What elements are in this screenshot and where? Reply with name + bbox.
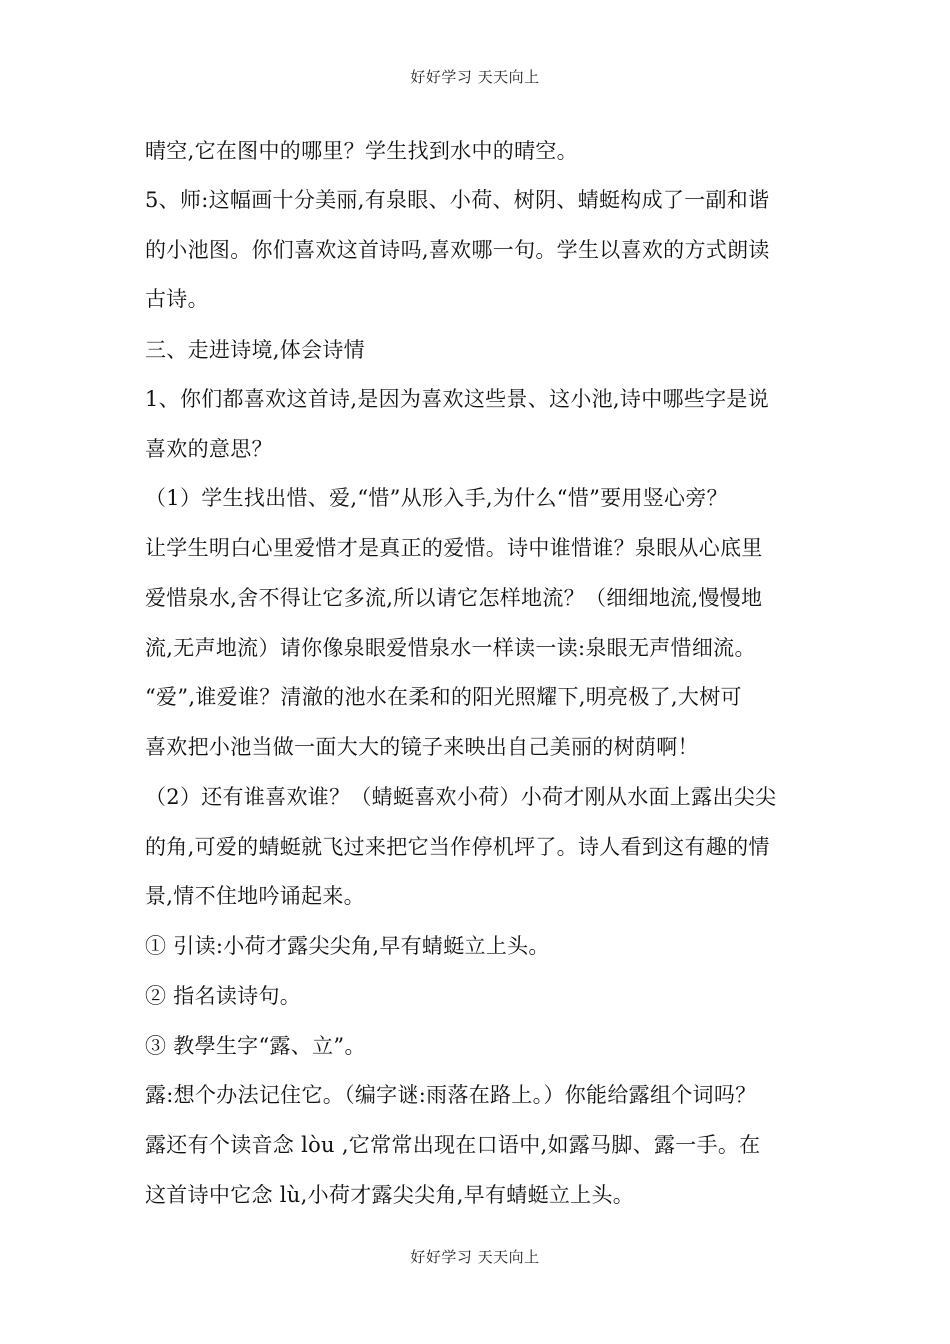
- text-line: 晴空,它在图中的哪里？学生找到水中的晴空。: [145, 139, 578, 163]
- text-line: “爱”,谁爱谁？清澈的池水在柔和的阳光照耀下,明亮极了,大树可: [145, 685, 742, 709]
- list-item: ③ 教學生字“露、立”。: [145, 1034, 366, 1058]
- text-line: 喜欢的意思？: [145, 437, 273, 461]
- text-line: 1、你们都喜欢这首诗,是因为喜欢这些景、这小池,诗中哪些字是说: [145, 387, 770, 411]
- text-line: 露还有个读音念 lòu ,它常常出现在口语中,如露马脚、露一手。在: [145, 1133, 761, 1157]
- text-line: 的小池图。你们喜欢这首诗吗,喜欢哪一句。学生以喜欢的方式朗读: [145, 238, 770, 262]
- section-heading: 三、走进诗境,体会诗情: [145, 338, 365, 362]
- text-line: （2）还有谁喜欢谁？（蜻蜓喜欢小荷）小荷才刚从水面上露出尖尖: [145, 785, 777, 809]
- text-line: 流,无声地流）请你像泉眼爱惜泉水一样读一读:泉眼无声惜细流。: [145, 636, 756, 660]
- text-line: 古诗。: [145, 287, 209, 311]
- list-item: ① 引读:小荷才露尖尖角,早有蜻蜓立上头。: [145, 934, 550, 958]
- text-line: 5、师:这幅画十分美丽,有泉眼、小荷、树阴、蜻蜓构成了一副和谐: [145, 188, 770, 212]
- text-line: 景,情不住地吟诵起来。: [145, 884, 365, 908]
- text-line: 的角,可爱的蜻蜓就飞过来把它当作停机坪了。诗人看到这有趣的情: [145, 835, 770, 859]
- text-line: 爱惜泉水,舍不得让它多流,所以请它怎样地流？（细细地流,慢慢地: [145, 586, 763, 610]
- page-footer: 好好学习 天天向上: [410, 1248, 540, 1266]
- text-line: 喜欢把小池当做一面大大的镜子来映出自己美丽的树荫啊！: [145, 735, 699, 759]
- text-line: 让学生明白心里爱惜才是真正的爱惜。诗中谁惜谁？泉眼从心底里: [145, 536, 763, 560]
- text-line: 露:想个办法记住它。（编字谜:雨落在路上。）你能给露组个词吗？: [145, 1083, 757, 1107]
- text-line: （1）学生找出惜、爱,“惜”从形入手,为什么“惜”要用竖心旁？: [145, 486, 728, 510]
- page-header: 好好学习 天天向上: [410, 68, 540, 86]
- list-item: ② 指名读诗句。: [145, 984, 302, 1008]
- text-line: 这首诗中它念 lù,小荷才露尖尖角,早有蜻蜓立上头。: [145, 1183, 635, 1207]
